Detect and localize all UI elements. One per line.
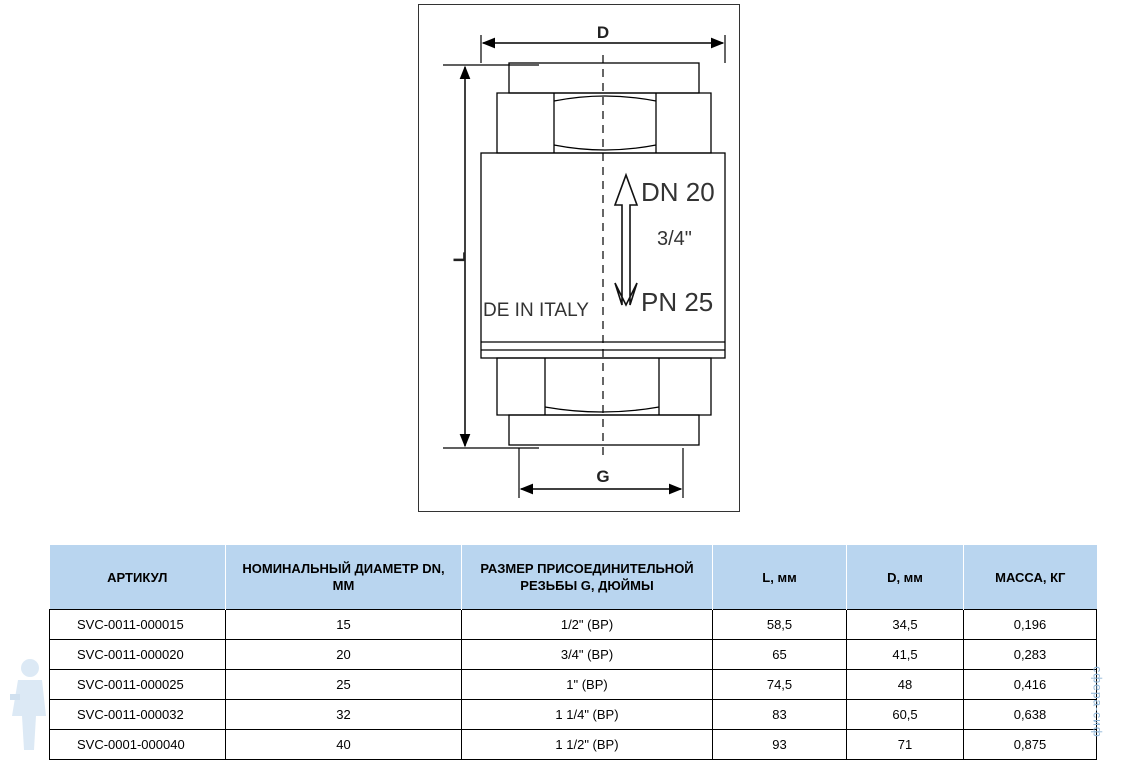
cell-dn: 32 bbox=[226, 700, 462, 730]
header-thread-size: РАЗМЕР ПРИСОЕДИНИТЕЛЬНОЙ РЕЗЬБЫ G, ДЮЙМЫ bbox=[462, 545, 713, 610]
plumber-mascot-icon bbox=[6, 654, 52, 754]
cell-length: 58,5 bbox=[713, 610, 847, 640]
cell-diameter: 34,5 bbox=[847, 610, 964, 640]
header-nominal-diameter: НОМИНАЛЬНЫЙ ДИАМЕТР DN, ММ bbox=[226, 545, 462, 610]
cell-diameter: 60,5 bbox=[847, 700, 964, 730]
table-row bbox=[50, 700, 1097, 730]
watermark-text: сфера-сиф bbox=[1090, 666, 1105, 738]
cell-length: 93 bbox=[713, 730, 847, 760]
cell-diameter: 48 bbox=[847, 670, 964, 700]
cell-thread: 1 1/4" (ВР) bbox=[462, 700, 713, 730]
table-row bbox=[50, 730, 1097, 760]
cell-article: SVC-0011-000025 bbox=[50, 670, 226, 700]
cell-length: 65 bbox=[713, 640, 847, 670]
cell-length: 74,5 bbox=[713, 670, 847, 700]
cell-length: 83 bbox=[713, 700, 847, 730]
table-row bbox=[50, 610, 1097, 640]
cell-dn: 20 bbox=[226, 640, 462, 670]
valve-drawing-svg bbox=[419, 5, 741, 513]
cell-article: SVC-0011-000032 bbox=[50, 700, 226, 730]
marking-origin: DE IN ITALY bbox=[483, 300, 589, 321]
cell-dn: 15 bbox=[226, 610, 462, 640]
spec-table bbox=[49, 545, 1097, 760]
cell-mass: 0,638 bbox=[964, 700, 1097, 730]
cell-dn: 25 bbox=[226, 670, 462, 700]
cell-article: SVC-0011-000020 bbox=[50, 640, 226, 670]
header-length: L, мм bbox=[713, 545, 847, 610]
watermark bbox=[1090, 655, 1120, 755]
cell-mass: 0,196 bbox=[964, 610, 1097, 640]
cell-mass: 0,416 bbox=[964, 670, 1097, 700]
cell-thread: 1" (ВР) bbox=[462, 670, 713, 700]
valve-drawing bbox=[418, 4, 740, 512]
table-row bbox=[50, 640, 1097, 670]
cell-thread: 1/2" (ВР) bbox=[462, 610, 713, 640]
cell-dn: 40 bbox=[226, 730, 462, 760]
cell-article: SVC-0011-000015 bbox=[50, 610, 226, 640]
header-article: АРТИКУЛ bbox=[50, 545, 226, 610]
table-row bbox=[50, 670, 1097, 700]
table-header-row bbox=[50, 545, 1097, 610]
dim-label-l: L bbox=[450, 251, 469, 263]
cell-article: SVC-0001-000040 bbox=[50, 730, 226, 760]
marking-dn: DN 20 bbox=[641, 177, 715, 207]
cell-mass: 0,875 bbox=[964, 730, 1097, 760]
cell-mass: 0,283 bbox=[964, 640, 1097, 670]
dim-label-g: G bbox=[596, 467, 610, 486]
cell-thread: 3/4" (ВР) bbox=[462, 640, 713, 670]
header-diameter: D, мм bbox=[847, 545, 964, 610]
cell-diameter: 41,5 bbox=[847, 640, 964, 670]
flow-arrow-icon bbox=[615, 175, 637, 305]
marking-pn: PN 25 bbox=[641, 287, 714, 317]
cell-thread: 1 1/2" (ВР) bbox=[462, 730, 713, 760]
dim-label-d: D bbox=[596, 23, 610, 42]
header-mass: МАССА, КГ bbox=[964, 545, 1097, 610]
marking-size: 3/4" bbox=[657, 228, 692, 250]
cell-diameter: 71 bbox=[847, 730, 964, 760]
